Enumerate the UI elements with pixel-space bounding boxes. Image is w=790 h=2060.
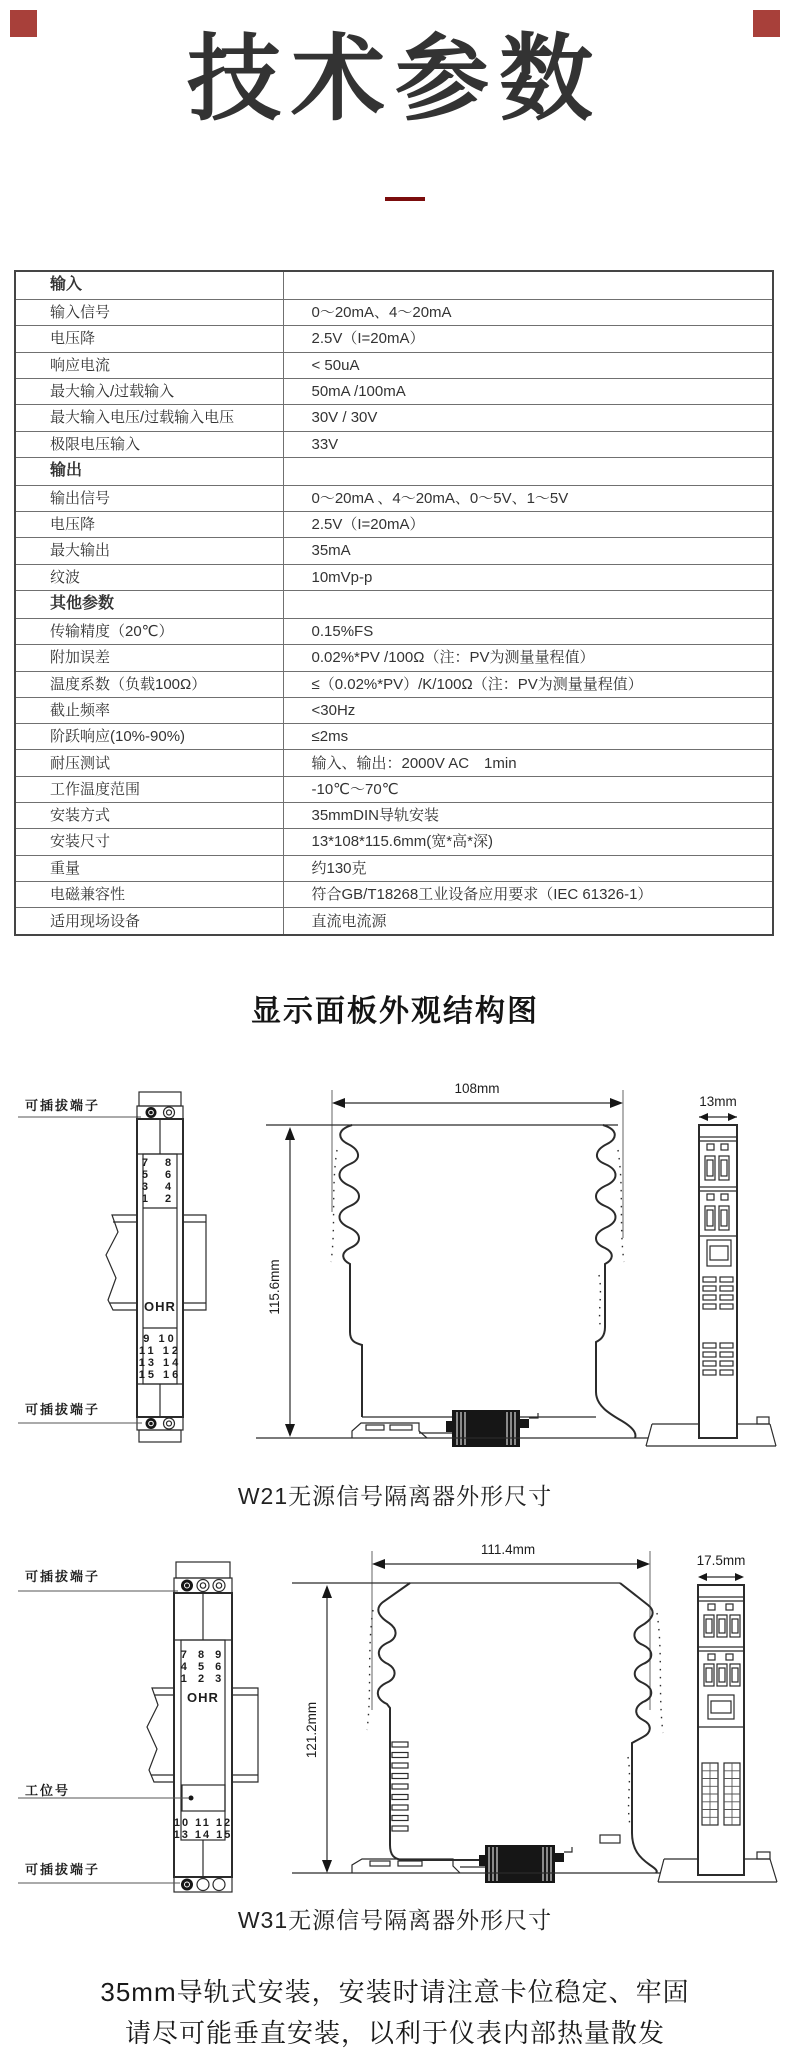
table-row <box>15 326 773 352</box>
w31-plug-terminal-bottom-label: 可插拔端子 <box>25 1862 101 1877</box>
spec-value: 0～20mA、4～20mA <box>283 300 773 326</box>
section-title: 显示面板外观结构图 <box>251 995 539 1028</box>
screw-icon <box>181 1879 193 1891</box>
spec-label: 输出 <box>15 457 283 485</box>
w21-plug-terminal-bottom-label: 可插拔端子 <box>25 1402 101 1417</box>
spec-label: 附加误差 <box>15 645 283 671</box>
terminal-numbers: 1 2 <box>141 1193 179 1205</box>
spec-label: 其他参数 <box>15 591 283 619</box>
clip-latch <box>452 1410 520 1447</box>
w21-caption: W21无源信号隔离器外形尺寸 <box>237 1483 553 1509</box>
spec-value <box>283 591 773 619</box>
install-note-line1: 35mm导轨式安装，安装时请注意卡位稳定、牢固 <box>100 1977 690 2007</box>
spec-value: <30Hz <box>283 697 773 723</box>
terminal-numbers: 5 6 <box>141 1169 179 1181</box>
din-rail <box>183 1215 206 1310</box>
table-row <box>15 591 773 619</box>
table-row <box>15 512 773 538</box>
table-row <box>15 538 773 564</box>
clip-latch <box>485 1845 555 1883</box>
spec-label: 响应电流 <box>15 352 283 378</box>
w31-profile-left-contour <box>378 1583 485 1860</box>
spec-value: 35mmDIN导轨安装 <box>283 803 773 829</box>
spec-label: 输出信号 <box>15 485 283 511</box>
terminal-numbers: 7 8 <box>141 1157 179 1169</box>
table-row <box>15 457 773 485</box>
terminal-numbers: 4 5 6 <box>180 1661 226 1673</box>
terminal-numbers: 11 12 <box>139 1345 181 1357</box>
w31-plug-terminal-top-label: 可插拔端子 <box>25 1569 101 1584</box>
w31-depth-dimension: 17.5mm <box>696 1553 746 1568</box>
w31-station-label: 工位号 <box>25 1783 71 1798</box>
brand-logo: OHR <box>144 1299 176 1314</box>
spec-value: 约130克 <box>283 855 773 881</box>
spec-label: 重量 <box>15 855 283 881</box>
terminal-numbers: 10 11 12 <box>173 1817 233 1829</box>
terminal-numbers: 9 10 <box>143 1333 177 1345</box>
vent-slats <box>703 1277 733 1375</box>
spec-value: 13*108*115.6mm(宽*高*深) <box>283 829 773 855</box>
spec-value: 2.5V（I=20mA） <box>283 326 773 352</box>
spec-value: 35mA <box>283 538 773 564</box>
spec-value: 输入、输出：2000V AC 1min <box>283 750 773 776</box>
spec-value: 50mA /100mA <box>283 379 773 405</box>
w21-height-dimension: 115.6mm <box>267 1259 282 1315</box>
terminal-numbers: 7 8 9 <box>180 1649 226 1661</box>
din-rail <box>232 1688 258 1782</box>
spec-label: 安装尺寸 <box>15 829 283 855</box>
table-row <box>15 829 773 855</box>
screw-icon <box>197 1580 209 1592</box>
terminal-numbers: 15 16 <box>138 1369 182 1381</box>
screw-icon <box>213 1879 225 1891</box>
terminal-numbers: 1 2 3 <box>180 1673 226 1685</box>
spec-value: < 50uA <box>283 352 773 378</box>
spec-label: 电磁兼容性 <box>15 881 283 907</box>
table-row <box>15 855 773 881</box>
vent-slats <box>392 1742 620 1843</box>
spec-value: 直流电流源 <box>283 908 773 935</box>
screw-icon <box>146 1418 157 1429</box>
spec-label: 极限电压输入 <box>15 431 283 457</box>
table-row <box>15 697 773 723</box>
table-row <box>15 619 773 645</box>
spec-label: 温度系数（负载100Ω） <box>15 671 283 697</box>
spec-label: 输入信号 <box>15 300 283 326</box>
spec-label: 截止频率 <box>15 697 283 723</box>
w21-depth-dimension: 13mm <box>699 1094 737 1109</box>
screw-icon <box>197 1879 209 1891</box>
spec-value: 0～20mA 、4～20mA、0～5V、1～5V <box>283 485 773 511</box>
table-row <box>15 271 773 300</box>
table-row <box>15 750 773 776</box>
spec-value: 30V / 30V <box>283 405 773 431</box>
spec-label: 最大输入电压/过载输入电压 <box>15 405 283 431</box>
table-row <box>15 405 773 431</box>
spec-value: 10mVp-p <box>283 564 773 590</box>
table-row <box>15 564 773 590</box>
w21-profile-left-contour <box>340 1125 363 1417</box>
w21-profile-right-contour <box>596 1125 635 1438</box>
din-rail <box>147 1688 174 1782</box>
terminal-numbers: 13 14 <box>138 1357 182 1369</box>
vent-grids <box>702 1763 740 1825</box>
table-row <box>15 724 773 750</box>
table-row <box>15 803 773 829</box>
title-divider <box>385 197 425 201</box>
spec-value: 0.02%*PV /100Ω（注：PV为测量量程值） <box>283 645 773 671</box>
w31-width-dimension: 111.4mm <box>480 1542 536 1557</box>
brand-logo: OHR <box>187 1690 219 1705</box>
spec-value: ≤2ms <box>283 724 773 750</box>
table-row <box>15 908 773 935</box>
spec-label: 输入 <box>15 271 283 300</box>
spec-label: 电压降 <box>15 326 283 352</box>
spec-label: 工作温度范围 <box>15 776 283 802</box>
table-row <box>15 379 773 405</box>
spec-value: 2.5V（I=20mA） <box>283 512 773 538</box>
spec-label: 纹波 <box>15 564 283 590</box>
table-row <box>15 352 773 378</box>
spec-value: 0.15%FS <box>283 619 773 645</box>
w31-caption: W31无源信号隔离器外形尺寸 <box>237 1907 553 1933</box>
w31-profile-right-contour <box>620 1583 657 1873</box>
install-note <box>0 1972 790 2054</box>
table-row <box>15 776 773 802</box>
screw-icon <box>146 1107 157 1118</box>
terminal-numbers: 3 4 <box>141 1181 179 1193</box>
spec-label: 阶跃响应(10%-90%) <box>15 724 283 750</box>
screw-icon <box>164 1418 175 1429</box>
spec-value: ≤（0.02%*PV）/K/100Ω（注：PV为测量量程值） <box>283 671 773 697</box>
spec-table <box>14 270 774 936</box>
spec-label: 最大输入/过载输入 <box>15 379 283 405</box>
spec-value: -10℃～70℃ <box>283 776 773 802</box>
screw-icon <box>213 1580 225 1592</box>
w31-side-view <box>698 1585 744 1875</box>
install-note-line2: 请尽可能垂直安装，以利于仪表内部热量散发 <box>124 2018 665 2048</box>
table-row <box>15 431 773 457</box>
spec-label: 适用现场设备 <box>15 908 283 935</box>
w21-diagram <box>0 1040 790 1478</box>
table-row <box>15 485 773 511</box>
w31-height-dimension: 121.2mm <box>304 1701 319 1759</box>
spec-label: 安装方式 <box>15 803 283 829</box>
table-row <box>15 881 773 907</box>
din-rail <box>106 1215 137 1310</box>
w31-diagram <box>0 1535 790 1903</box>
table-row <box>15 645 773 671</box>
spec-value <box>283 271 773 300</box>
w21-plug-terminal-top-label: 可插拔端子 <box>25 1098 101 1113</box>
table-row <box>15 300 773 326</box>
spec-value: 33V <box>283 431 773 457</box>
table-row <box>15 671 773 697</box>
terminal-numbers: 13 14 15 <box>173 1829 233 1841</box>
spec-label: 传输精度（20℃） <box>15 619 283 645</box>
screw-icon <box>164 1107 175 1118</box>
spec-value: 符合GB/T18268工业设备应用要求（IEC 61326-1） <box>283 881 773 907</box>
spec-label: 电压降 <box>15 512 283 538</box>
screw-icon <box>181 1580 193 1592</box>
spec-value <box>283 457 773 485</box>
w21-width-dimension: 108mm <box>454 1081 500 1096</box>
spec-label: 耐压测试 <box>15 750 283 776</box>
page-title: 技术参数 <box>186 26 603 131</box>
spec-label: 最大输出 <box>15 538 283 564</box>
